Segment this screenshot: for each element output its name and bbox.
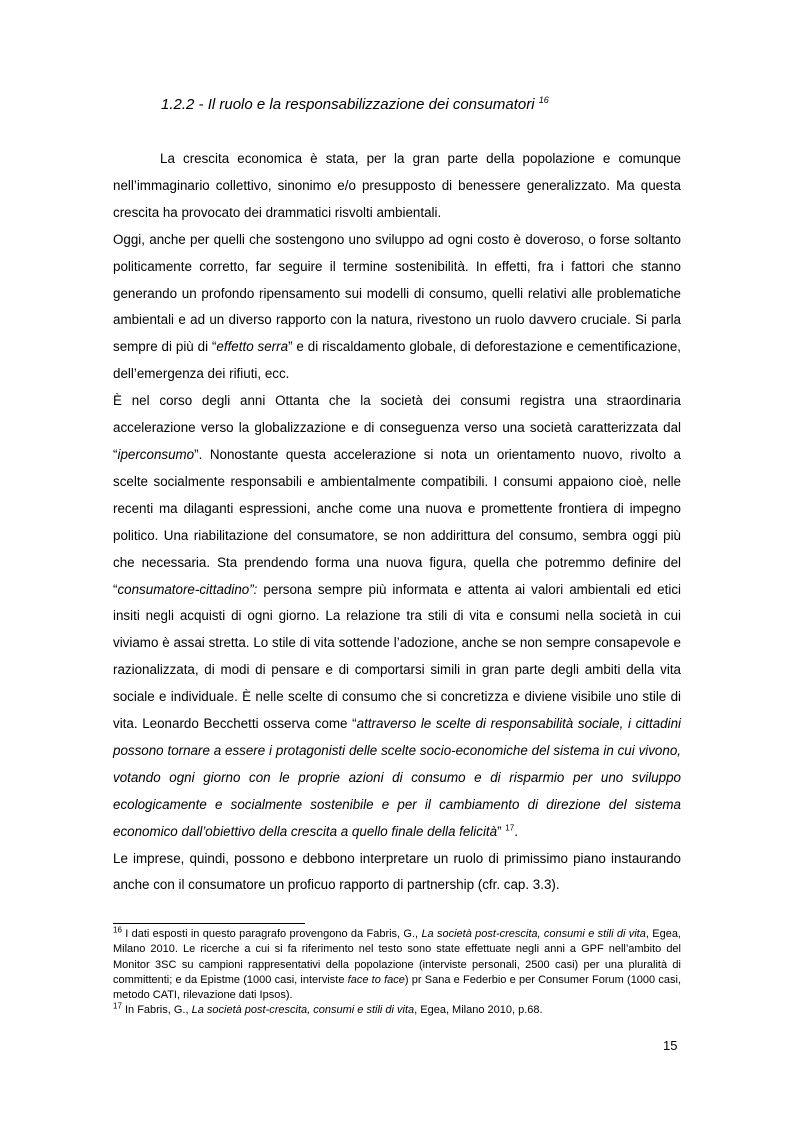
section-heading <box>161 95 549 113</box>
becchetti-quote: attraverso le scelte di responsabilità sociale, i cittadini possono tornare a essere i protagonisti delle scelte socio-economiche del sistema in cui vivono, votando ogni giorno con le proprie azioni di consumo e di risparmio per uno sviluppo ecologicamente e socialmente sostenibile e per il cambiamento di direzione del sistema economico dall’obiettivo della crescita a quello finale della felicità <box>113 716 682 839</box>
paragraph-4: Le imprese, quindi, possono e debbono interpretare un ruolo di primissimo piano instaurando anche con il consumatore un proficuo rapporto di partnership (cfr. cap. 3.3). <box>113 850 681 893</box>
paragraph-3-emphasis-iperconsumo: iperconsumo <box>117 446 195 462</box>
footnote-17-book-title: La società post-crescita, consumi e stili di vita <box>191 1004 415 1017</box>
footnote-16-text-a: I dati esposti in questo paragrafo provengono da Fabris, G., <box>121 928 422 940</box>
paragraph-2-text-end: ” e di riscaldamento globale, di deforestazione e cementificazione, dell’emergenza dei rifiuti, ecc. <box>113 339 682 382</box>
paragraph-3-end: . <box>514 823 518 839</box>
section-heading-text: 1.2.2 - Il ruolo e la responsabilizzazione dei consumatori <box>161 96 535 113</box>
body-text <box>113 146 681 899</box>
footnote-16-emphasis: face to face <box>347 973 405 986</box>
paragraph-3-emphasis-consumatore: consumatore-cittadino”: <box>117 581 258 597</box>
footnote-16 <box>113 927 681 1003</box>
footnote-16-book-title: La società post-crescita, consumi e stili di vita <box>421 928 646 940</box>
footnote-16-text-c: ) pr Sana e Federbio e per Consumer Forum (1000 casi, metodo CATI, rilevazione dati Ipsos). <box>113 973 681 1002</box>
footnote-17 <box>113 1003 681 1018</box>
footnote-16-number: 16 <box>113 925 122 935</box>
paragraph-3-text-c: persona sempre più informata e attenta ai valori ambientali ed etici insiti negli acquisti di ogni giorno. La relazione tra stili di vita e consumi nella società in cui viviamo è assai stretta. Lo stile di vita sottende l’adozione, anche se non sempre consapevole e razionalizzata, di modi di pensare e di comportarsi simili in gran parte degli ambiti della vita sociale e individuale. È nelle scelte di consumo che si concretizza e diviene visibile uno stile di vita. Leonardo Becchetti osserva come “ <box>113 581 681 732</box>
footnotes <box>113 927 681 1019</box>
paragraph-3-text-b: ”. Nonostante questa accelerazione si nota un orientamento nuovo, rivolto a scelte socialmente responsabili e ambientalmente compatibili. I consumi appaiono cioè, nelle recenti ma dilaganti espressioni, anche come una nuova e promettente frontiera di impegno politico. Una riabilitazione del consumatore, se non addirittura del consumo, sembra oggi più che necessaria. Sta prendendo forma una nuova figura, quella che potremmo definire del “ <box>113 446 681 597</box>
footnote-ref-16[interactable]: 16 <box>538 95 549 105</box>
paragraph-1: La crescita economica è stata, per la gran parte della popolazione e comunque nell’immaginario collettivo, sinonimo e/o presupposto di benessere generalizzato. Ma questa crescita ha provocato dei drammatici risvolti ambientali. <box>113 151 681 220</box>
footnote-17-text-a: In Fabris, G., <box>121 1004 192 1017</box>
paragraph-3-quote-close: ” <box>497 823 506 839</box>
paragraph-3 <box>113 388 681 845</box>
footnote-17-number: 17 <box>113 1001 122 1011</box>
paragraph-2-text: Oggi, anche per quelli che sostengono uno sviluppo ad ogni costo è doveroso, o forse soltanto politicamente corretto, far seguire il termine sostenibilità. In effetti, fra i fattori che stanno generando un profondo ripensamento sui modelli di consumo, quelli relativi alle problematiche ambientali e ad un diverso rapporto con la natura, rivestono un ruolo davvero cruciale. Si parla sempre di più di “ <box>113 231 681 355</box>
footnote-16-text-b: , Egea, Milano 2010. Le ricerche a cui si fa riferimento nel testo sono state effettuate negli anni a GPF nell’ambito del Monitor 3SC su campioni rappresentativi della popolazione (interviste personali, 2500 casi) per una pluralità di committenti; e da Epistme (1000 casi, interviste <box>113 928 681 986</box>
footnote-17-text-b: , Egea, Milano 2010, p.68. <box>414 1004 543 1017</box>
footnote-ref-17[interactable]: 17 <box>505 823 515 833</box>
footnote-separator <box>113 923 305 924</box>
page-number: 15 <box>663 1038 678 1053</box>
paragraph-3-text-a: È nel corso degli anni Ottanta che la società dei consumi registra una straordinaria accelerazione verso la globalizzazione e di conseguenza verso una società caratterizzata dal “ <box>113 393 681 462</box>
paragraph-2-emphasis: effetto serra <box>216 339 289 355</box>
paragraph-2 <box>113 227 681 388</box>
